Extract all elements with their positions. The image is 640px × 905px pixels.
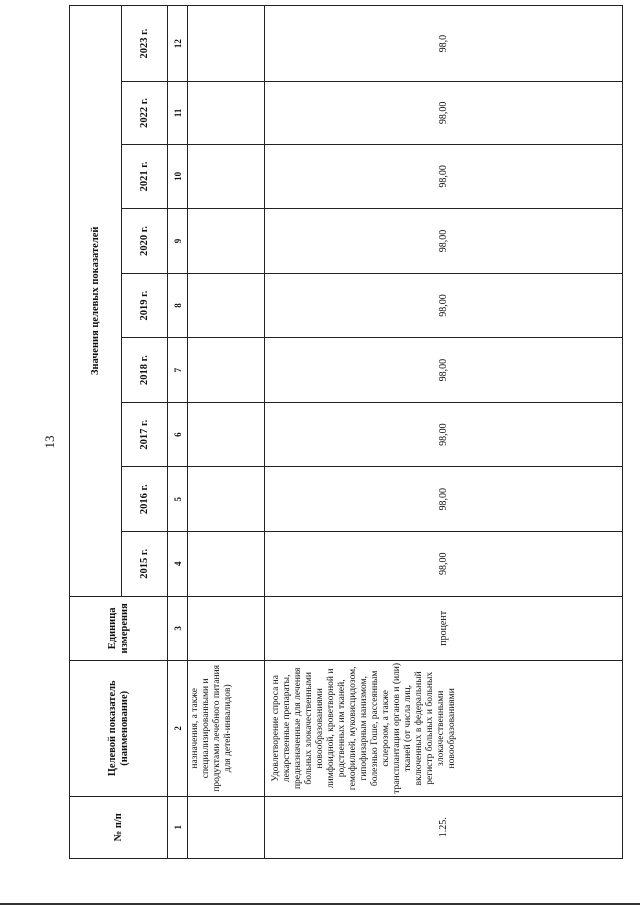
value-cell: 98,0	[265, 6, 623, 82]
column-number: 4	[168, 532, 188, 597]
header-year: 2021 г.	[122, 144, 168, 209]
column-number: 7	[168, 338, 188, 403]
row-number: 1.25.	[265, 796, 623, 858]
column-number: 10	[168, 144, 188, 209]
value-cell: 98,00	[265, 209, 623, 274]
value-cell	[188, 6, 265, 82]
value-cell	[188, 144, 265, 209]
value-cell	[188, 82, 265, 144]
column-number: 12	[168, 6, 188, 82]
header-year: 2020 г.	[122, 209, 168, 274]
column-number-row	[168, 6, 188, 859]
table-row	[188, 6, 265, 859]
header-year: 2018 г.	[122, 338, 168, 403]
header-year: 2016 г.	[122, 467, 168, 532]
header-unit: Единица измерения	[70, 596, 168, 661]
unit-cell	[188, 596, 265, 661]
value-cell: 98,00	[265, 338, 623, 403]
column-number: 8	[168, 273, 188, 338]
value-cell: 98,00	[265, 467, 623, 532]
header-indicator: Целевой показатель (наименование)	[70, 661, 168, 796]
header-year: 2015 г.	[122, 532, 168, 597]
value-cell	[188, 402, 265, 467]
header-year: 2023 г.	[122, 6, 168, 82]
header-year: 2022 г.	[122, 82, 168, 144]
rotated-table-container	[69, 5, 622, 859]
column-number: 1	[168, 796, 188, 858]
value-cell	[188, 532, 265, 597]
indicator-text: Удовлетворение спроса на лекарственные препараты, предназначенные для лечения больных злокачественными новообразованиями лимфоидной, кроветворной и родственных им тканей, гемофилией, муковисцидозом, гипофизарным нанизмом, болезнью Гоше, рассеянным склерозом, а также трансплантации органов и (или) тканей (от числа лиц, включенных в федеральный регистр больных и больных злокачественными новообразованиями	[265, 661, 623, 796]
value-cell: 98,00	[265, 273, 623, 338]
header-year: 2017 г.	[122, 402, 168, 467]
value-cell	[188, 467, 265, 532]
header-row-group	[70, 6, 122, 859]
column-number: 2	[168, 661, 188, 796]
column-number: 3	[168, 596, 188, 661]
column-number: 5	[168, 467, 188, 532]
value-cell	[188, 209, 265, 274]
table-row	[265, 6, 623, 859]
indicators-table	[69, 5, 623, 859]
value-cell: 98,00	[265, 532, 623, 597]
unit-cell: процент	[265, 596, 623, 661]
value-cell	[188, 273, 265, 338]
header-values-group: Значения целевых показателей	[70, 6, 122, 597]
column-number: 6	[168, 402, 188, 467]
column-number: 11	[168, 82, 188, 144]
value-cell: 98,00	[265, 82, 623, 144]
header-year: 2019 г.	[122, 273, 168, 338]
indicator-text: назначения, а также специализированными и продуктами лечебного питания для детей-инвалидов)	[188, 661, 265, 796]
page-number: 13	[42, 435, 57, 449]
row-number	[188, 796, 265, 858]
value-cell: 98,00	[265, 144, 623, 209]
value-cell	[188, 338, 265, 403]
column-number: 9	[168, 209, 188, 274]
header-no: № п/п	[70, 796, 168, 858]
value-cell: 98,00	[265, 402, 623, 467]
